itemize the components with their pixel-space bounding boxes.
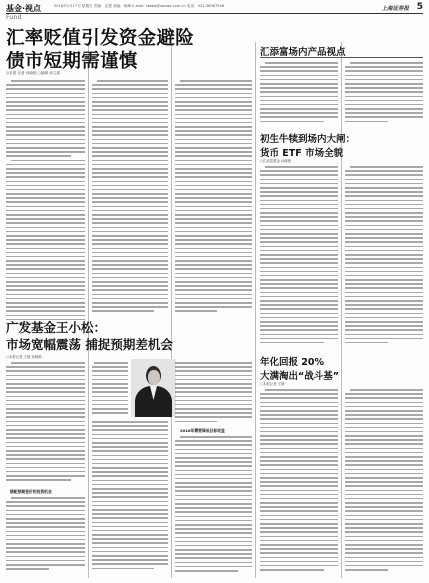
story2-body-col3b — [175, 436, 252, 574]
page-number: 5 — [416, 2, 423, 12]
section-label: Fund — [6, 14, 22, 21]
story2-body-col3 — [175, 362, 252, 425]
photo-face — [148, 370, 160, 385]
story2-body-col1b — [6, 497, 85, 572]
right-headline-rule — [260, 57, 423, 58]
story2-body-col2 — [92, 421, 168, 572]
column-divider — [255, 42, 256, 578]
right-b-body-col1 — [260, 166, 338, 346]
lead-body-col1 — [6, 80, 85, 327]
section-title: 基金·视点 — [6, 4, 42, 13]
column-divider — [171, 42, 172, 578]
column-divider — [341, 42, 342, 578]
lead-body-col2 — [92, 80, 168, 315]
story2-headline-line1: 广发基金王小松： — [6, 320, 107, 335]
paper-name: 上海证券报 — [381, 6, 409, 12]
right-a-body-col1 — [260, 62, 338, 125]
right-headline-b-line1: 初生牛犊到场内大闸： — [260, 134, 356, 145]
right-c-body-col2 — [345, 389, 423, 573]
lead-byline: ◎本报 记者 孙晓艳 ○编辑 汤立斌 — [6, 71, 60, 75]
right-c-body-col1 — [260, 389, 338, 573]
portrait-photo — [131, 359, 176, 417]
issue-info: 2016年1月17日 星期日 责编：孟建 美编：杨峰 E-mail: stweq@sanwe.com.cn 电话：021-38967536 — [54, 4, 225, 8]
story2-subhead-2: 2016年需要降低目标收益 — [180, 428, 225, 433]
lead-headline-line1: 汇率贬值引发资金避险 — [6, 28, 195, 49]
header-rule — [6, 13, 423, 14]
story2-byline: ○本报记者 王晓 孙晓艳 — [6, 355, 42, 359]
story2-body-col1 — [6, 362, 85, 483]
column-divider — [88, 42, 89, 578]
right-b-body-col2 — [345, 166, 423, 346]
right-headline-b-line2: 货币 ETF 市场全貌 — [260, 148, 344, 159]
right-c-byline: ○本报记者 王晓 — [260, 382, 285, 386]
lead-headline-line2: 债市短期需谨慎 — [6, 51, 138, 72]
story2-headline-line2: 市场宽幅震荡 捕捉预期差机会 — [6, 337, 173, 352]
story2-subhead-1: 错配预期差价的投资机会 — [10, 489, 52, 494]
right-headline-a: 汇添富场内产品视点 — [260, 47, 346, 58]
lead-body-col3 — [175, 80, 252, 315]
right-b-byline: ○汇添富基金 孙晓艳 — [260, 159, 292, 163]
story2-body-col2-top — [92, 362, 128, 416]
right-a-body-col2 — [345, 62, 423, 125]
right-headline-c-line1: 年化回报 20% — [260, 357, 325, 368]
right-headline-c-line2: 大满淘出“战斗基” — [260, 371, 339, 382]
